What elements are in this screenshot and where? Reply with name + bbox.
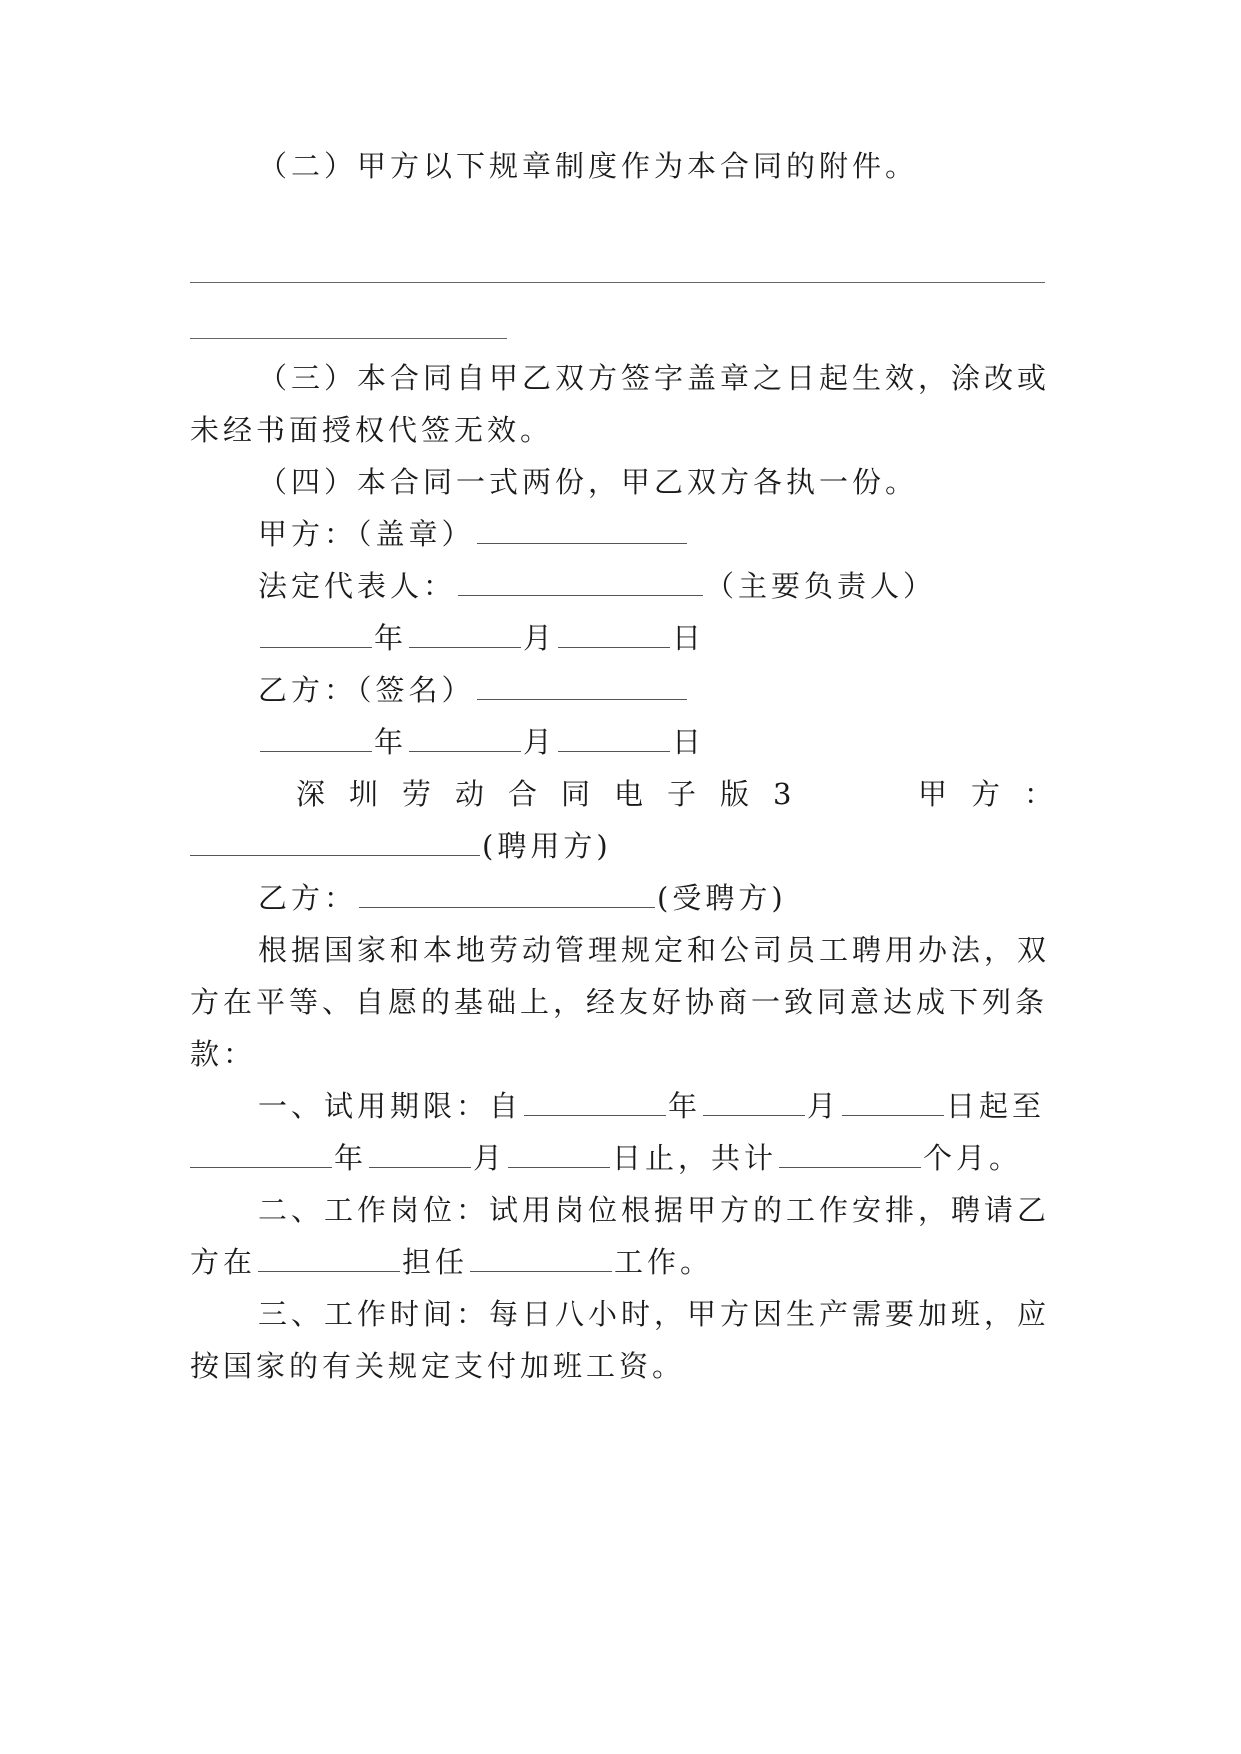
fill-blank (260, 623, 372, 648)
clause2-line2 (190, 1242, 713, 1282)
date-month: 月 (807, 1089, 841, 1123)
date-year: 年 (334, 1141, 368, 1175)
date-month: 月 (523, 621, 557, 655)
date-year: 年 (374, 725, 408, 759)
legal-rep-note: （主要负责人） (705, 569, 937, 603)
employer-line (190, 826, 612, 866)
fill-blank (703, 1091, 805, 1116)
fill-blank (558, 727, 670, 752)
fill-blank (458, 571, 703, 596)
fill-line (190, 282, 1045, 283)
party-a-seal-line (258, 514, 689, 554)
section-title: 深圳劳动合同电子版3 (296, 777, 816, 811)
date-day: 日 (672, 725, 706, 759)
party-b-sign-label: 乙方：（签名） (258, 673, 475, 707)
fill-blank (779, 1143, 921, 1168)
clause1-end: 日止，共计 (612, 1141, 778, 1175)
fill-blank (369, 1143, 471, 1168)
clause2-at: 方在 (190, 1245, 257, 1279)
intro-line3: 款： (190, 1037, 257, 1071)
legal-rep-label: 法定代表人： (258, 569, 457, 603)
legal-rep-line (258, 566, 936, 606)
fill-blank (470, 1247, 612, 1272)
fill-blank (524, 1091, 666, 1116)
paragraph-effective-line1: （三）本合同自甲乙双方签字盖章之日起生效，涂改或 (258, 361, 1051, 395)
fill-blank (409, 623, 521, 648)
date-month: 月 (523, 725, 557, 759)
employee-note: (受聘方) (657, 881, 787, 915)
date-line-a (258, 618, 705, 658)
clause3-line1: 三、工作时间：每日八小时，甲方因生产需要加班，应 (258, 1297, 1051, 1331)
fill-blank (558, 623, 670, 648)
fill-blank (359, 883, 655, 908)
clause1-until: 日起至 (946, 1089, 1046, 1123)
paragraph-attachments: （二）甲方以下规章制度作为本合同的附件。 (258, 149, 919, 183)
date-month: 月 (473, 1141, 507, 1175)
clause1-line2 (190, 1138, 1022, 1178)
fill-blank (190, 831, 480, 856)
party-a-seal-label: 甲方：（盖章） (258, 517, 475, 551)
date-day: 日 (672, 621, 706, 655)
party-b-sign-line (258, 670, 689, 710)
clause2-work: 工作。 (614, 1245, 714, 1279)
fill-blank (260, 727, 372, 752)
employer-note: (聘用方) (482, 829, 612, 863)
fill-blank (477, 675, 687, 700)
clause2-serve: 担任 (402, 1245, 469, 1279)
fill-blank (477, 519, 687, 544)
intro-line2: 方在平等、自愿的基础上，经友好协商一致同意达成下列条 (190, 985, 1049, 1019)
date-line-b (258, 722, 705, 762)
fill-line (190, 338, 507, 339)
party-b-label: 乙方： (258, 881, 358, 915)
intro-line1: 根据国家和本地劳动管理规定和公司员工聘用办法，双 (258, 933, 1051, 967)
date-year: 年 (374, 621, 408, 655)
fill-blank (508, 1143, 610, 1168)
date-year: 年 (668, 1089, 702, 1123)
paragraph-copies: （四）本合同一式两份，甲乙双方各执一份。 (258, 465, 919, 499)
fill-blank (842, 1091, 944, 1116)
clause1-months: 个月。 (923, 1141, 1023, 1175)
fill-blank (409, 727, 521, 752)
fill-blank (190, 1143, 332, 1168)
employee-line (258, 878, 787, 918)
clause3-line2: 按国家的有关规定支付加班工资。 (190, 1349, 686, 1383)
clause1-start: 一、试用期限：自 (258, 1089, 523, 1123)
clause1-line1 (258, 1086, 1045, 1126)
clause2-line1: 二、工作岗位：试用岗位根据甲方的工作安排，聘请乙 (258, 1193, 1051, 1227)
fill-blank (258, 1247, 400, 1272)
party-a-label: 甲方： (918, 777, 1078, 811)
paragraph-effective-line2: 未经书面授权代签无效。 (190, 413, 554, 447)
